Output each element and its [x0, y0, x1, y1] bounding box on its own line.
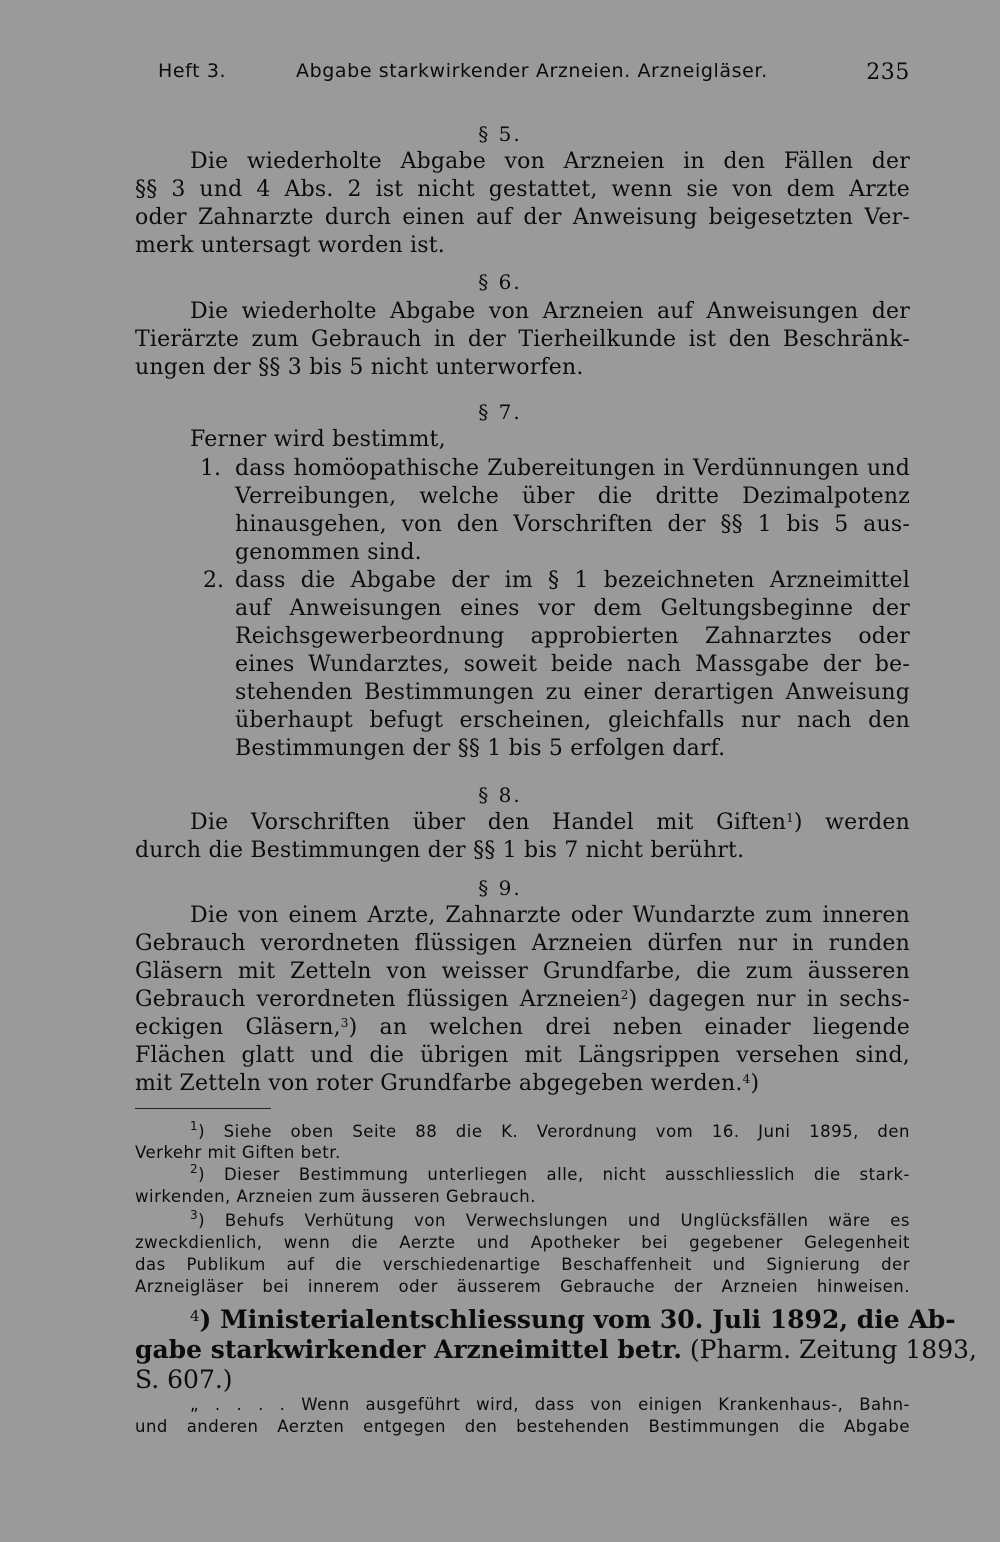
s5-line: merk untersagt worden ist.	[135, 233, 445, 258]
s6-line: ungen der §§ 3 bis 5 nicht unterworfen.	[135, 355, 584, 380]
s7-item2-line: Reichsgewerbeordnung approbierten Zahnarztes oder	[235, 624, 910, 649]
s9-line: eckigen Gläsern,$^3$) an welchen drei neben einader liegende	[135, 1015, 910, 1040]
s8-line: Die Vorschriften über den Handel mit Giften$^1$) werden	[190, 810, 910, 835]
s6-line: Die wiederholte Abgabe von Arzneien auf Anweisungen der	[190, 299, 910, 324]
section-heading-8: § 8.	[478, 783, 522, 807]
s6-line: Tierärzte zum Gebrauch in der Tierheilkunde ist den Beschränk-	[135, 327, 910, 352]
s5-line: oder Zahnarzte durch einen auf der Anweisung beigesetzten Ver-	[135, 205, 910, 230]
footnote-divider	[135, 1108, 271, 1109]
list-number-1: 1.	[200, 456, 221, 481]
header-issue: Heft 3.	[158, 60, 227, 82]
section-heading-6: § 6.	[478, 270, 522, 294]
s5-line: §§ 3 und 4 Abs. 2 ist nicht gestattet, wenn sie von dem Arzte	[135, 177, 910, 202]
s9-line: Die von einem Arzte, Zahnarzte oder Wundarzte zum inneren	[190, 903, 910, 928]
s7-item2-line: eines Wundarztes, soweit beide nach Massgabe der be-	[235, 652, 910, 677]
s9-line: Gebrauch verordneten flüssigen Arzneien dürfen nur in runden	[135, 931, 910, 956]
footnote-1-cont: Verkehr mit Giften betr.	[135, 1143, 341, 1162]
s7-item1-line: Verreibungen, welche über die dritte Dezimalpotenz	[235, 484, 910, 509]
s9-line: Gebrauch verordneten flüssigen Arzneien$^2$) dagegen nur in sechs-	[135, 987, 911, 1012]
s5-line: Die wiederholte Abgabe von Arzneien in den Fällen der	[190, 149, 910, 174]
footnote-4-source: S. 607.)	[135, 1365, 233, 1394]
footnote-3-cont: Arzneigläser bei innerem oder äusserem Gebrauche der Arzneien hinweisen.	[135, 1277, 910, 1296]
footnote-3-cont: zweckdienlich, wenn die Aerzte und Apotheker bei gegebener Gelegenheit	[135, 1233, 910, 1252]
footnote-4-heading: $^4$) Ministerialentschliessung vom 30. Juli 1892, die Ab-	[190, 1305, 956, 1334]
s8-line: durch die Bestimmungen der §§ 1 bis 7 nicht berührt.	[135, 838, 745, 863]
s9-line: mit Zetteln von roter Grundfarbe abgegeben werden.$^4$)	[135, 1071, 760, 1096]
footnote-3: $^3$) Behufs Verhütung von Verwechslungen und Unglücksfällen wäre es	[190, 1208, 910, 1230]
s7-item2-line: stehenden Bestimmungen zu einer derartigen Anweisung	[235, 680, 910, 705]
s7-intro: Ferner wird bestimmt,	[190, 427, 446, 452]
header-title: Abgabe starkwirkender Arzneien. Arzneigläser.	[296, 60, 768, 82]
s7-item2-line: Bestimmungen der §§ 1 bis 5 erfolgen darf.	[235, 736, 726, 761]
footnote-2: $^2$) Dieser Bestimmung unterliegen alle, nicht ausschliesslich die stark-	[190, 1162, 910, 1184]
footnote-2-cont: wirkenden, Arzneien zum äusseren Gebrauch.	[135, 1187, 536, 1206]
section-heading-9: § 9.	[478, 876, 522, 900]
footnote-4-heading-cont: gabe starkwirkender Arzneimittel betr. (Pharm. Zeitung 1893,	[135, 1335, 977, 1364]
footnote-3-cont: das Publikum auf die verschiedenartige Beschaffenheit und Signierung der	[135, 1255, 910, 1274]
s7-item1-line: hinausgehen, von den Vorschriften der §§ 1 bis 5 aus-	[235, 512, 910, 537]
s7-item1-line: dass homöopathische Zubereitungen in Verdünnungen und	[235, 456, 910, 481]
s9-line: Gläsern mit Zetteln von weisser Grundfarbe, die zum äusseren	[135, 959, 910, 984]
section-heading-5: § 5.	[478, 122, 522, 146]
s7-item1-line: genommen sind.	[235, 540, 422, 565]
s9-line: Flächen glatt und die übrigen mit Längsrippen versehen sind,	[135, 1043, 910, 1068]
s7-item2-line: auf Anweisungen eines vor dem Geltungsbeginne der	[235, 596, 910, 621]
page-number: 235	[866, 60, 910, 85]
footnote-4-quote-cont: und anderen Aerzten entgegen den bestehenden Bestimmungen die Abgabe	[135, 1417, 910, 1436]
list-number-2: 2.	[203, 568, 224, 593]
footnote-4-quote: „ . . . . Wenn ausgeführt wird, dass von einigen Krankenhaus-, Bahn-	[190, 1395, 910, 1414]
s7-item2-line: überhaupt befugt erscheinen, gleichfalls nur nach den	[235, 708, 910, 733]
running-header	[158, 60, 910, 90]
s7-item2-line: dass die Abgabe der im § 1 bezeichneten Arzneimittel	[235, 568, 910, 593]
section-heading-7: § 7.	[478, 400, 522, 424]
footnote-1: $^1$) Siehe oben Seite 88 die K. Verordnung vom 16. Juni 1895, den	[190, 1119, 910, 1141]
